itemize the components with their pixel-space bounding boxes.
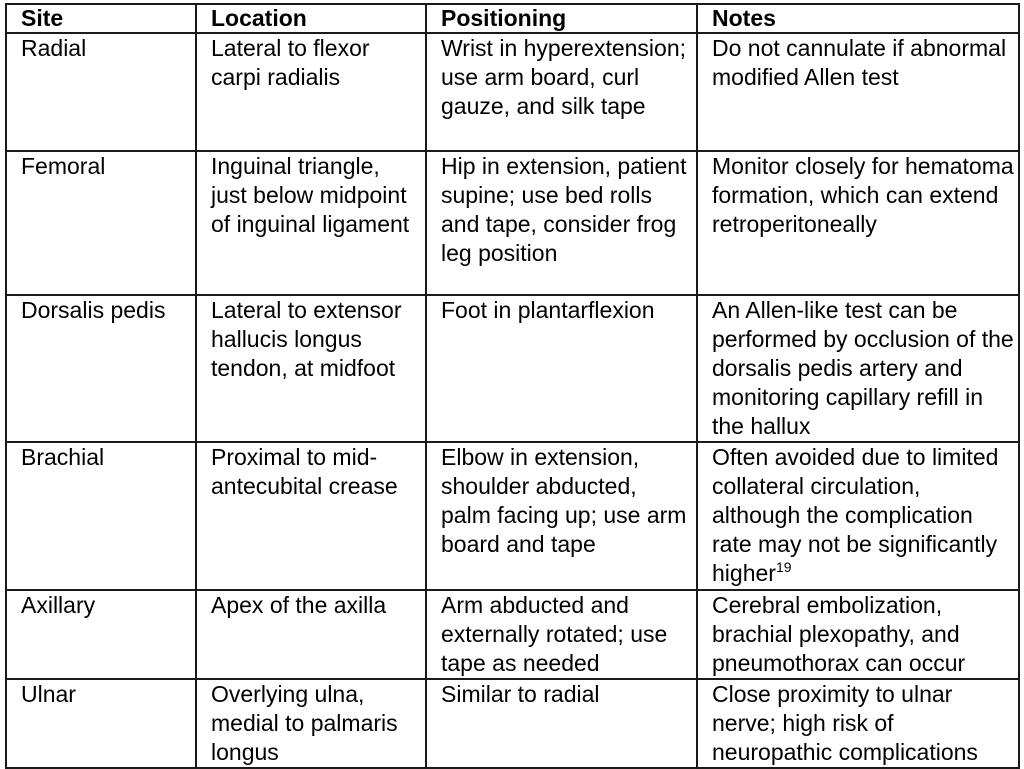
- table-row: [6, 151, 1019, 295]
- cell-positioning: Wrist in hyperextension; use arm board, curl gauze, and silk tape: [426, 33, 697, 151]
- cell-notes: [697, 442, 1019, 590]
- cell-site: Femoral: [6, 151, 196, 295]
- cell-notes: [697, 679, 1019, 768]
- cell-notes: [697, 295, 1019, 442]
- cell-positioning: Hip in extension, patient supine; use bed rolls and tape, consider frog leg position: [426, 151, 697, 295]
- notes-text: Cerebral embolization, brachial plexopathy, and pneumothorax can occur: [712, 592, 966, 676]
- citation-reference: 19: [775, 559, 792, 575]
- cell-location: Inguinal triangle, just below midpoint of inguinal ligament: [196, 151, 426, 295]
- cell-notes: [697, 590, 1019, 679]
- cell-site: Ulnar: [6, 679, 196, 768]
- header-site: Site: [6, 4, 196, 33]
- cell-location: Lateral to extensor hallucis longus tendon, at midfoot: [196, 295, 426, 442]
- table-header-row: [6, 4, 1019, 33]
- notes-text: Often avoided due to limited collateral circulation, although the complication rate may not be significantly higher: [712, 444, 999, 586]
- cell-notes: [697, 33, 1019, 151]
- cell-location: Lateral to flexor carpi radialis: [196, 33, 426, 151]
- cell-positioning: Foot in plantarflexion: [426, 295, 697, 442]
- table-row: [6, 442, 1019, 590]
- cell-site: Dorsalis pedis: [6, 295, 196, 442]
- cell-site: Axillary: [6, 590, 196, 679]
- cell-location: Apex of the axilla: [196, 590, 426, 679]
- cell-positioning: Similar to radial: [426, 679, 697, 768]
- header-positioning: Positioning: [426, 4, 697, 33]
- header-notes: Notes: [697, 4, 1019, 33]
- cell-notes: [697, 151, 1019, 295]
- cell-site: Brachial: [6, 442, 196, 590]
- table-row: [6, 590, 1019, 679]
- notes-text: Monitor closely for hematoma formation, which can extend retroperitoneally: [712, 153, 1014, 237]
- notes-text: Close proximity to ulnar nerve; high risk of neuropathic complications: [712, 681, 978, 765]
- header-location: Location: [196, 4, 426, 33]
- table-row: [6, 33, 1019, 151]
- table-row: [6, 295, 1019, 442]
- notes-text: An Allen-like test can be performed by occlusion of the dorsalis pedis artery and monitoring capillary refill in the hallux: [712, 297, 1014, 439]
- notes-text: Do not cannulate if abnormal modified Allen test: [712, 35, 1007, 90]
- cell-positioning: Arm abducted and externally rotated; use tape as needed: [426, 590, 697, 679]
- cell-site: Radial: [6, 33, 196, 151]
- table-row: [6, 679, 1019, 768]
- cell-location: Overlying ulna, medial to palmaris longus: [196, 679, 426, 768]
- arterial-cannulation-sites-table: [5, 3, 1020, 769]
- cell-location: Proximal to mid-antecubital crease: [196, 442, 426, 590]
- cell-positioning: Elbow in extension, shoulder abducted, palm facing up; use arm board and tape: [426, 442, 697, 590]
